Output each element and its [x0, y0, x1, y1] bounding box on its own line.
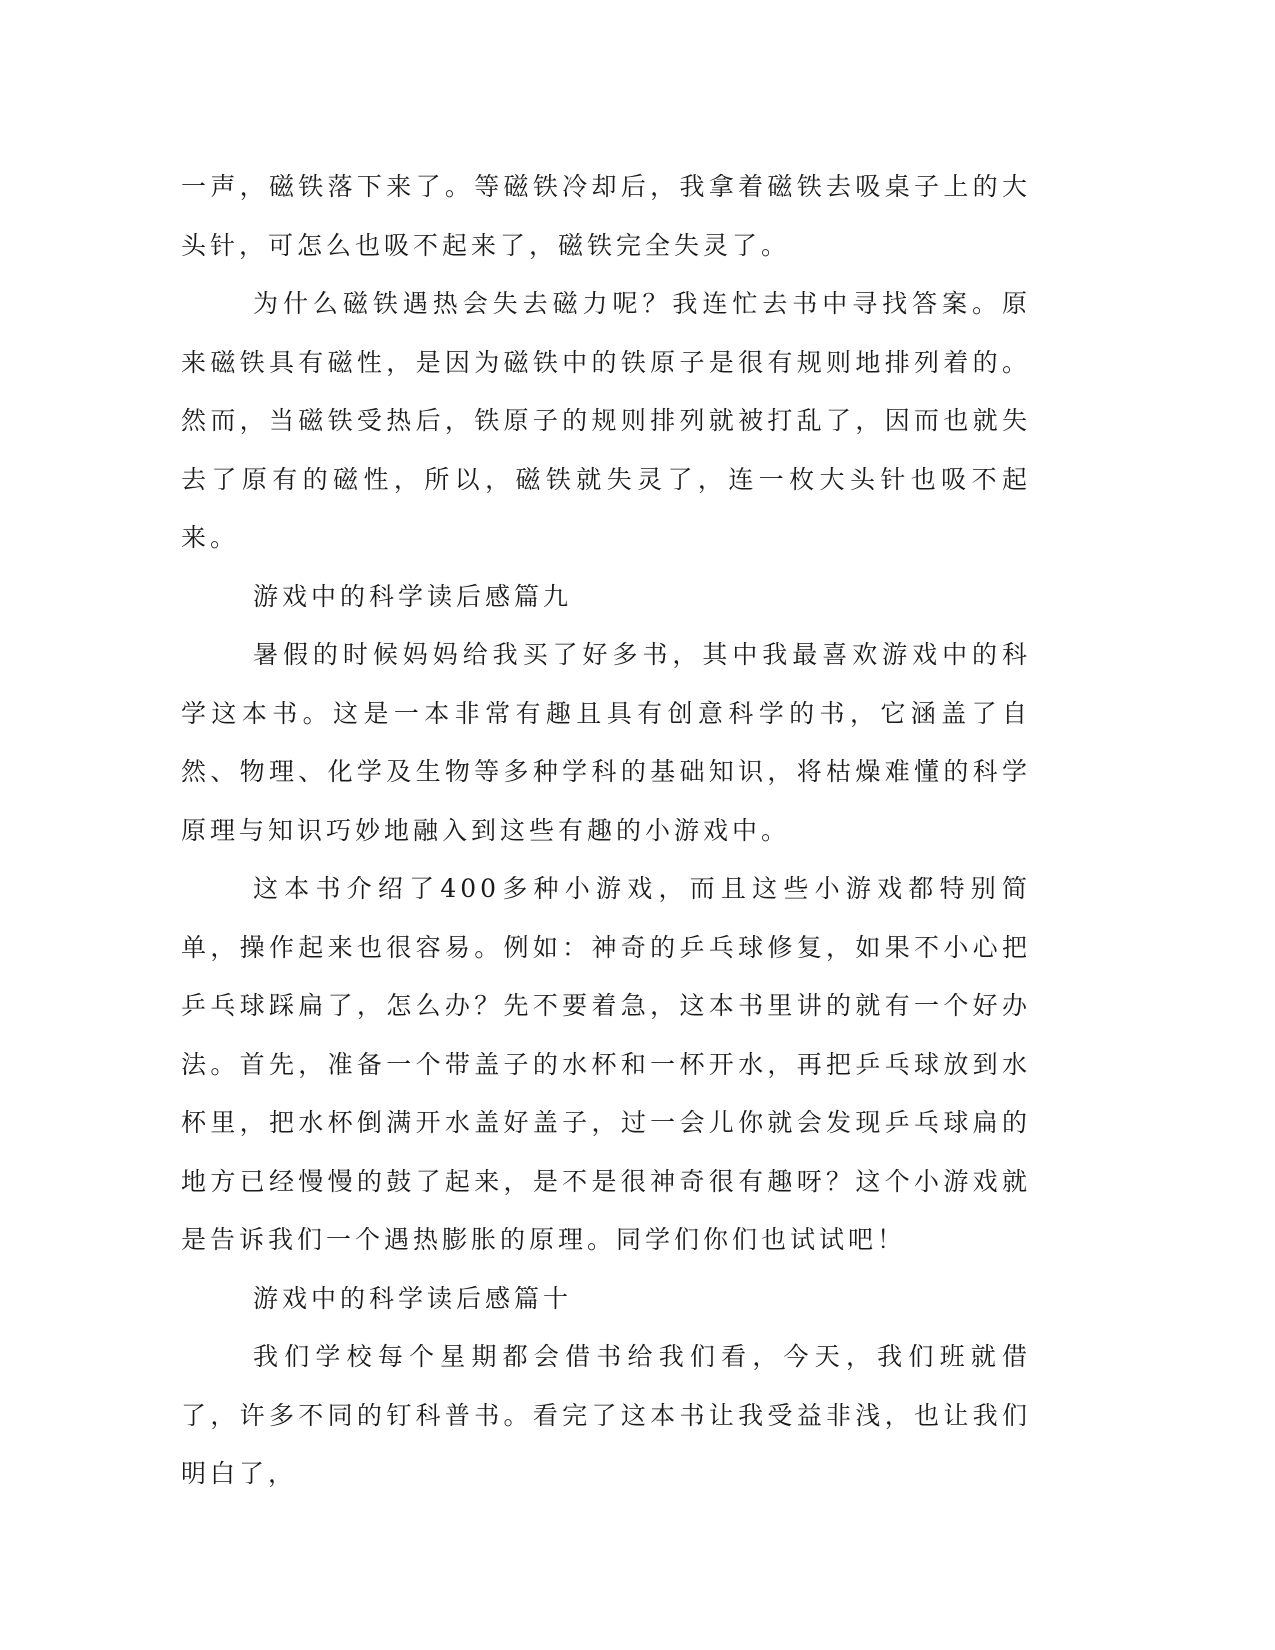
paragraph-ping-pong-game: 这本书介绍了400多种小游戏，而且这些小游戏都特别简单，操作起来也很容易。例如：神奇的乒乓球修复，如果不小心把乒乓球踩扁了，怎么办？先不要着急，这本书里讲的就有一个好办法。首先，准备一个带盖子的水杯和一杯开水，再把乒乓球放到水杯里，把水杯倒满开水盖好盖子，过一会儿你就会发现乒乓球扁的地方已经慢慢的鼓了起来，是不是很神奇很有趣呀？这个小游戏就是告诉我们一个遇热膨胀的原理。同学们你们也试试吧！ — [181, 874, 1031, 1254]
section-heading-ten: 游戏中的科学读后感篇十 — [253, 1283, 573, 1313]
paragraph-magnet-explanation: 为什么磁铁遇热会失去磁力呢？我连忙去书中寻找答案。原来磁铁具有磁性，是因为磁铁中的铁原子是很有规则地排列着的。然而，当磁铁受热后，铁原子的规则排列就被打乱了，因而也就失去了原有的磁性，所以，磁铁就失灵了，连一枚大头针也吸不起来。 — [181, 289, 1031, 552]
paragraph-continued: 一声，磁铁落下来了。等磁铁冷却后，我拿着磁铁去吸桌子上的大头针，可怎么也吸不起来了，磁铁完全失灵了。 — [181, 172, 1031, 260]
section-heading-nine: 游戏中的科学读后感篇九 — [253, 581, 573, 611]
paragraph-school-books: 我们学校每个星期都会借书给我们看，今天，我们班就借了，许多不同的钉科普书。看完了这本书让我受益非浅，也让我们明白了， — [181, 1342, 1031, 1488]
document-body — [181, 158, 1031, 1504]
paragraph-summer-books: 暑假的时候妈妈给我买了好多书，其中我最喜欢游戏中的科学这本书。这是一本非常有趣且具有创意科学的书，它涵盖了自然、物理、化学及生物等多种学科的基础知识，将枯燥难懂的科学原理与知识巧妙地融入到这些有趣的小游戏中。 — [181, 640, 1031, 845]
